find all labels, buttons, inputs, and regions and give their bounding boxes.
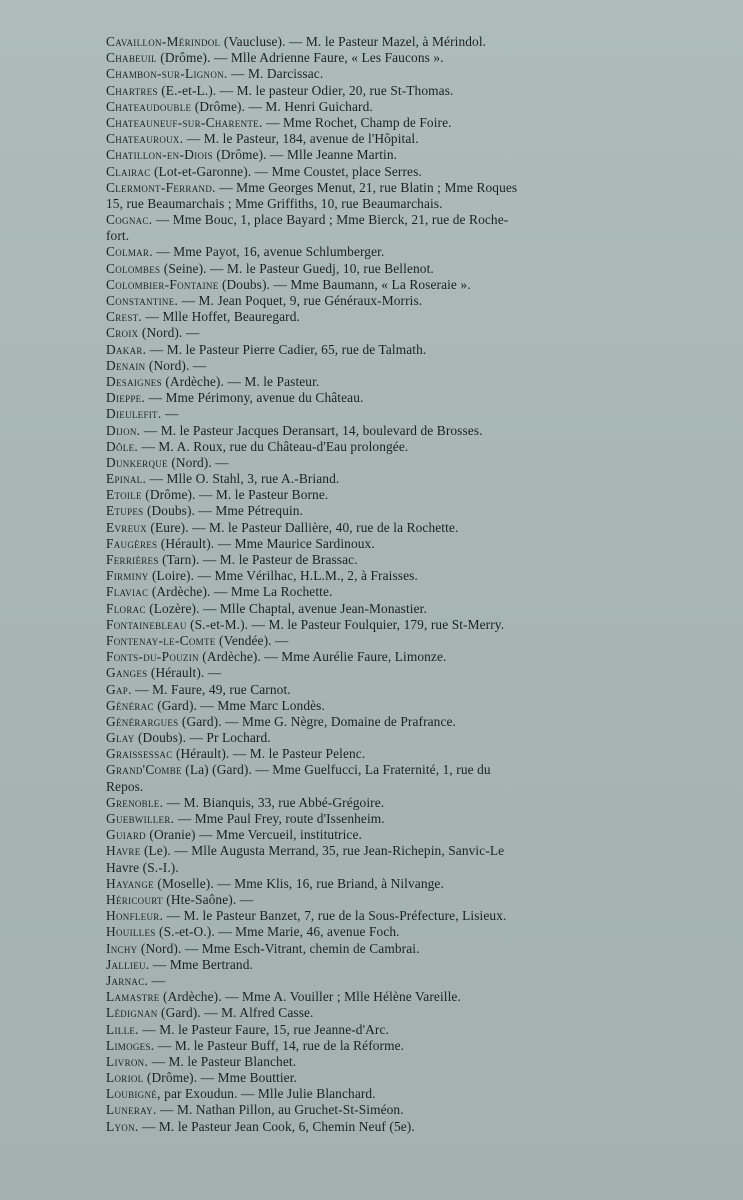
entry-text: (Ardèche). — M. le Pasteur. [161, 373, 320, 389]
city-name: Lille. [106, 1021, 139, 1037]
city-name: Crest. [106, 309, 143, 325]
city-name: Dieulefit. [106, 406, 162, 422]
city-name: Inchy [106, 940, 138, 956]
entry-text: (Vaucluse). — M. le Pasteur Mazel, à Mérindol. [220, 34, 487, 49]
list-item [106, 164, 646, 180]
entry-text: (Loire). — Mme Vérilhac, H.L.M., 2, à Fraisses. [148, 568, 418, 584]
list-item [106, 827, 646, 843]
city-name: Chateauroux. [106, 131, 184, 147]
entry-text: — [161, 406, 179, 422]
entry-text: (Hte-Saône). — [162, 892, 254, 907]
city-name: Honfleur. [106, 908, 164, 924]
entry-text: (Hérault). — M. le Pasteur Pelenc. [172, 746, 366, 762]
entry-text: (Gard). — Mme Marc Londès. [153, 697, 325, 713]
list-item [106, 584, 646, 600]
city-name: Constantine. [106, 293, 179, 309]
city-name: Lamastre [106, 989, 160, 1005]
city-name: Clermont-Ferrand. [106, 179, 216, 195]
list-item [106, 147, 646, 163]
entry-text: (Lozère). — Mlle Chaptal, avenue Jean-Monastier. [145, 600, 427, 616]
city-name: Colmar. [106, 244, 153, 260]
list-item [106, 811, 646, 827]
list-item [106, 520, 646, 536]
entry-text: (Le). — Mlle Augusta Merrand, 35, rue Jean-Richepin, Sanvic-Le [140, 843, 505, 859]
list-item [106, 50, 646, 66]
list-item [106, 439, 646, 455]
city-name: Desaignes [106, 373, 162, 389]
entry-text: — M. Nathan Pillon, au Gruchet-St-Siméon. [156, 1102, 404, 1118]
list-item [106, 941, 646, 957]
entry-text: (Ardèche). — Mme Aurélie Faure, Limonze. [198, 649, 447, 665]
city-name: Limoges. [106, 1037, 155, 1053]
list-item [106, 487, 646, 503]
entry-text: — Mme Rochet, Champ de Foire. [262, 114, 452, 130]
entry-text: (Drôme). — M. Henri Guichard. [191, 98, 373, 114]
list-item [106, 892, 646, 908]
entry-text: (Drôme). — M. le Pasteur Borne. [141, 487, 329, 503]
entry-text: (Drôme). — Mme Bouttier. [143, 1070, 297, 1086]
city-name: Cognac. [106, 212, 153, 228]
list-item [106, 503, 646, 519]
list-item [106, 552, 646, 568]
entry-text: (Nord). — [138, 325, 200, 341]
city-name: Colombier-Fontaine [106, 276, 219, 292]
list-item [106, 66, 646, 82]
list-item [106, 746, 646, 762]
list-item [106, 989, 646, 1005]
entry-text: (Doubs). — Mme Baumann, « La Roseraie ». [218, 276, 471, 292]
list-item [106, 730, 646, 746]
entry-text: (Drôme). — Mlle Jeanne Martin. [212, 147, 398, 163]
entry-text: (Eure). — M. le Pasteur Dallière, 40, rue de la Rochette. [146, 519, 459, 535]
list-item [106, 601, 646, 617]
city-name: Epinal. [106, 471, 147, 487]
city-name: Chabeuil [106, 50, 157, 66]
entry-continuation: 15, rue Beaumarchais ; Mme Griffiths, 10, rue Beaumarchais. [106, 195, 443, 211]
list-item [106, 342, 646, 358]
city-name: Lyon. [106, 1118, 139, 1134]
city-name: Guebwiller. [106, 811, 175, 827]
city-name: Chambon-sur-Lignon. [106, 66, 228, 82]
city-name: Glay [106, 730, 135, 746]
city-name: Loubigné, [106, 1086, 161, 1102]
city-name: Gap. [106, 681, 132, 697]
city-name: Croix [106, 325, 139, 341]
list-item [106, 99, 646, 115]
city-name: Florac [106, 600, 146, 616]
list-item [106, 406, 646, 422]
list-item [106, 762, 646, 794]
entry-text: — M. A. Roux, rue du Château-d'Eau prolongée. [138, 438, 409, 454]
entry-text: — M. le Pasteur Buff, 14, rue de la Réforme. [154, 1037, 405, 1053]
entry-text: — Mme Georges Menut, 21, rue Blatin ; Mme Roques [215, 179, 518, 195]
city-name: Evreux [106, 519, 147, 535]
city-name: Générargues [106, 713, 179, 729]
city-name: Flaviac [106, 584, 149, 600]
entry-text: (Moselle). — Mme Klis, 16, rue Briand, à Nilvange. [153, 875, 444, 891]
city-name: Etupes [106, 503, 144, 519]
entry-text: (Gard). — M. Alfred Casse. [157, 1005, 314, 1021]
city-name: Dijon. [106, 422, 141, 438]
city-name: Jallieu. [106, 956, 150, 972]
list-item [106, 1038, 646, 1054]
list-item [106, 1119, 646, 1135]
list-item [106, 34, 646, 50]
city-name: Livron. [106, 1053, 149, 1069]
list-item [106, 698, 646, 714]
entry-text: (E.-et-L.). — M. le pasteur Odier, 20, rue St-Thomas. [157, 82, 454, 98]
city-name: Dôle. [106, 438, 139, 454]
list-item [106, 1102, 646, 1118]
entry-text: — M. le Pasteur, 184, avenue de l'Hôpital. [183, 131, 419, 147]
entry-text: (Seine). — M. le Pasteur Guedj, 10, rue Bellenot. [160, 260, 434, 276]
list-item [106, 957, 646, 973]
city-name: Cavaillon-Mérindol [106, 34, 221, 49]
city-name: Luneray. [106, 1102, 157, 1118]
entry-text: (S.-et-O.). — Mme Marie, 46, avenue Foch. [155, 924, 400, 940]
entry-text: — Mlle Hoffet, Beauregard. [142, 309, 300, 325]
city-name: Denain [106, 357, 146, 373]
list-item [106, 633, 646, 649]
entry-text: — Mme Paul Frey, route d'Issenheim. [174, 811, 385, 827]
entry-text: — Mme Bouc, 1, place Bayard ; Mme Bierck, 21, rue de Roche- [152, 212, 509, 228]
list-item [106, 714, 646, 730]
list-item [106, 180, 646, 212]
list-item [106, 277, 646, 293]
list-item [106, 665, 646, 681]
list-item [106, 795, 646, 811]
entry-text: (Hérault). — Mme Maurice Sardinoux. [157, 535, 375, 551]
city-name: Chateaudouble [106, 98, 192, 114]
entry-text: (Drôme). — Mlle Adrienne Faure, « Les Faucons ». [156, 50, 444, 66]
city-name: Houilles [106, 924, 156, 940]
list-item [106, 1022, 646, 1038]
entry-text: (La) (Gard). — Mme Guelfucci, La Fraternité, 1, rue du [181, 762, 491, 778]
city-name: Havre [106, 843, 141, 859]
entry-text: (Vendée). — [215, 632, 289, 648]
entry-text: (Doubs). — Mme Pétrequin. [143, 503, 304, 519]
city-name: Héricourt [106, 892, 163, 907]
city-name: Dakar. [106, 341, 147, 357]
list-item [106, 617, 646, 633]
entry-text: — Mme Bertrand. [149, 956, 253, 972]
list-item [106, 536, 646, 552]
list-item [106, 374, 646, 390]
entry-text: — M. le Pasteur Pierre Cadier, 65, rue de Talmath. [146, 341, 427, 357]
list-item [106, 973, 646, 989]
city-name: Clairac [106, 163, 151, 179]
list-item [106, 244, 646, 260]
list-item [106, 455, 646, 471]
entry-text: — M. le Pasteur Banzet, 7, rue de la Sous-Préfecture, Lisieux. [163, 908, 507, 924]
entry-text: (Lot-et-Garonne). — Mme Coustet, place Serres. [150, 163, 422, 179]
list-item [106, 471, 646, 487]
city-name: Dieppe. [106, 390, 146, 406]
list-item [106, 1005, 646, 1021]
city-name: Faugères [106, 535, 158, 551]
list-item [106, 568, 646, 584]
list-item [106, 309, 646, 325]
list-item [106, 682, 646, 698]
list-item [106, 1086, 646, 1102]
entry-text: (Nord). — Mme Esch-Vitrant, chemin de Cambrai. [137, 940, 420, 956]
city-name: Fontainebleau [106, 616, 187, 632]
list-item [106, 325, 646, 341]
entry-continuation: Havre (S.-I.). [106, 859, 179, 875]
list-item [106, 876, 646, 892]
entry-continuation: fort. [106, 228, 130, 244]
city-name: Grand'Combe [106, 762, 182, 778]
city-name: Hayange [106, 875, 154, 891]
list-item [106, 115, 646, 131]
entry-text: par Exoudun. — Mlle Julie Blanchard. [160, 1086, 376, 1102]
address-list [106, 34, 646, 1135]
city-name: Fontenay-le-Comte [106, 632, 216, 648]
list-item [106, 1054, 646, 1070]
list-item [106, 649, 646, 665]
city-name: Graissessac [106, 746, 173, 762]
entry-text: (Oranie) — Mme Vercueil, institutrice. [145, 827, 362, 843]
city-name: Chatillon-en-Diois [106, 147, 213, 163]
entry-text: (Nord). — [145, 357, 207, 373]
list-item [106, 843, 646, 875]
list-item [106, 390, 646, 406]
entry-text: — M. Jean Poquet, 9, rue Généraux-Morris. [178, 293, 423, 309]
entry-text: — M. Darcissac. [227, 66, 324, 82]
entry-text: — M. le Pasteur Blanchet. [148, 1053, 297, 1069]
list-item [106, 261, 646, 277]
list-item [106, 212, 646, 244]
entry-text: — M. le Pasteur Faure, 15, rue Jeanne-d'Arc. [138, 1021, 389, 1037]
city-name: Etoile [106, 487, 142, 503]
city-name: Lédignan [106, 1005, 158, 1021]
entry-text: (Nord). — [167, 454, 229, 470]
city-name: Loriol [106, 1070, 144, 1086]
city-name: Jarnac. [106, 972, 149, 988]
list-item [106, 1070, 646, 1086]
entry-text: (Gard). — Mme G. Nègre, Domaine de Prafrance. [178, 713, 456, 729]
entry-text: — M. Faure, 49, rue Carnot. [131, 681, 291, 697]
list-item [106, 131, 646, 147]
city-name: Guiard [106, 827, 146, 843]
entry-text: (Tarn). — M. le Pasteur de Brassac. [158, 552, 358, 568]
city-name: Dunkerque [106, 454, 168, 470]
entry-text: — Mme Périmony, avenue du Château. [145, 390, 364, 406]
city-name: Générac [106, 697, 154, 713]
city-name: Grenoble. [106, 794, 164, 810]
list-item [106, 423, 646, 439]
city-name: Ganges [106, 665, 148, 681]
city-name: Chateauneuf-sur-Charente. [106, 114, 263, 130]
list-item [106, 83, 646, 99]
list-item [106, 293, 646, 309]
entry-text: (Ardèche). — Mme La Rochette. [148, 584, 333, 600]
entry-text: — [148, 972, 166, 988]
list-item [106, 358, 646, 374]
entry-text: — Mlle O. Stahl, 3, rue A.-Briand. [146, 471, 340, 487]
entry-text: — M. Bianquis, 33, rue Abbé-Grégoire. [163, 794, 385, 810]
list-item [106, 908, 646, 924]
entry-continuation: Repos. [106, 778, 144, 794]
list-item [106, 924, 646, 940]
entry-text: (S.-et-M.). — M. le Pasteur Foulquier, 179, rue St-Merry. [186, 616, 505, 632]
entry-text: (Ardèche). — Mme A. Vouiller ; Mlle Hélène Vareille. [159, 989, 461, 1005]
city-name: Fonts-du-Pouzin [106, 649, 199, 665]
entry-text: (Doubs). — Pr Lochard. [134, 730, 271, 746]
entry-text: — M. le Pasteur Jacques Deransart, 14, boulevard de Brosses. [140, 422, 483, 438]
city-name: Ferrières [106, 552, 159, 568]
entry-text: — M. le Pasteur Jean Cook, 6, Chemin Neuf (5e). [138, 1118, 415, 1134]
entry-text: — Mme Payot, 16, avenue Schlumberger. [152, 244, 385, 260]
city-name: Firminy [106, 568, 149, 584]
city-name: Colombes [106, 260, 161, 276]
entry-text: (Hérault). — [147, 665, 222, 681]
city-name: Chartres [106, 82, 158, 98]
